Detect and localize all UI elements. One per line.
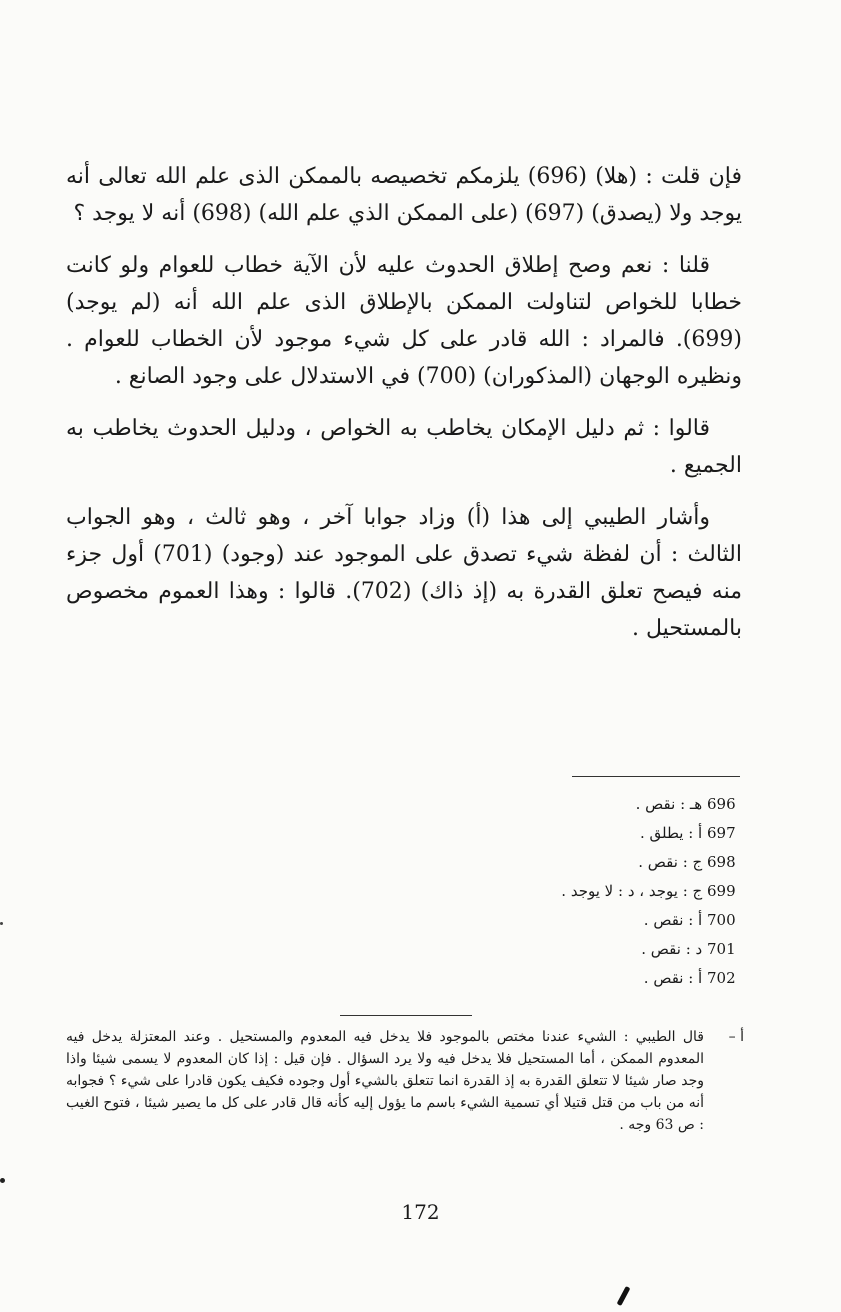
footnote-text: أ : نقص . xyxy=(643,911,703,929)
footnote-item xyxy=(325,819,745,848)
footnote-number: 701 xyxy=(707,940,736,958)
paragraph-answer: قلنا : نعم وصح إطلاق الحدوث عليه لأن الآية خطاب للعوام ولو كانت خطابا للخواص لتناولت الممكن بالإطلاق الذى علم الله أنه (لم يوجد) (699). فالمراد : الله قادر على كل شيء موجود لأن الخطاب للعوام . ونظيره الوجهان (المذكوران) (700) في الاستدلال على وجود الصانع . xyxy=(66,253,742,389)
footnote-item xyxy=(325,935,745,964)
footnote-number: 698 xyxy=(707,853,736,871)
paragraph-proof-types: قالوا : ثم دليل الإمكان يخاطب به الخواص ، ودليل الحدوث يخاطب به الجميع . xyxy=(66,416,742,478)
footnote-separator xyxy=(572,776,740,777)
footnote-item xyxy=(325,790,745,819)
footnote-number: 700 xyxy=(707,911,736,929)
footnote-item xyxy=(325,906,745,935)
pen-mark xyxy=(617,1286,631,1306)
paragraph-tayyibi: وأشار الطيبي إلى هذا (أ) وزاد جوابا آخر ، وهو ثالث ، وهو الجواب الثالث : أن لفظة شيء تصدق على الموجود عند (وجود) (701) أول جزء منه فيصح تعلق القدرة به (إذ ذاك) (702). قالوا : وهذا العموم مخصوص بالمستحيل . xyxy=(66,505,743,641)
footnote-number: 696 xyxy=(707,795,736,813)
scan-speck xyxy=(0,922,3,925)
footnote-item xyxy=(325,877,745,906)
commentary-text: قال الطيبي : الشيء عندنا مختص بالموجود فلا يدخل فيه المعدوم والمستحيل . وعند المعتزلة يدخل فيه المعدوم الممكن ، أما المستحيل فلا يدخل فيه ولا يرد السؤال . فإن قيل : إذا كان المعدوم لا يسمى شيئا واذا وجد صار شيئا لا تتعلق القدرة به إذ القدرة انما تتعلق بالشيء أول وجوده فكيف يكون قادرا على شيء ؟ فجوابه أنه من باب من قتل قتيلا أي تسمية الشيء باسم ما يؤول إليه كأنه قال قادر على كل ما يصير شيئا ، فتوح الغيب : ص 63 وجه . xyxy=(66,1029,704,1133)
main-text xyxy=(66,158,742,662)
footnote-item xyxy=(325,848,745,877)
footnote-number: 699 xyxy=(707,882,736,900)
page-number: 172 xyxy=(401,1200,440,1224)
commentary-separator xyxy=(340,1015,472,1016)
scan-speck xyxy=(0,1178,5,1183)
footnote-text: أ : نقص . xyxy=(643,969,703,987)
footnote-item xyxy=(325,964,745,993)
footnote-number: 702 xyxy=(707,969,736,987)
footnotes xyxy=(325,790,745,993)
footnote-number: 697 xyxy=(707,824,736,842)
paragraph-question: فإن قلت : (هلا) (696) يلزمكم تخصيصه بالممكن الذى علم الله تعالى أنه يوجد ولا (يصدق) (697) (على الممكن الذي علم الله) (698) أنه لا يوجد ؟ xyxy=(66,164,743,226)
commentary-marker: أ – xyxy=(728,1029,744,1045)
commentary-note xyxy=(66,1026,742,1136)
footnote-text: هـ : نقص . xyxy=(635,795,703,813)
footnote-text: ج : يوجد ، د : لا يوجد . xyxy=(561,882,703,900)
footnote-text: د : نقص . xyxy=(641,940,703,958)
footnote-text: أ : يطلق . xyxy=(639,824,703,842)
footnote-text: ج : نقص . xyxy=(638,853,703,871)
